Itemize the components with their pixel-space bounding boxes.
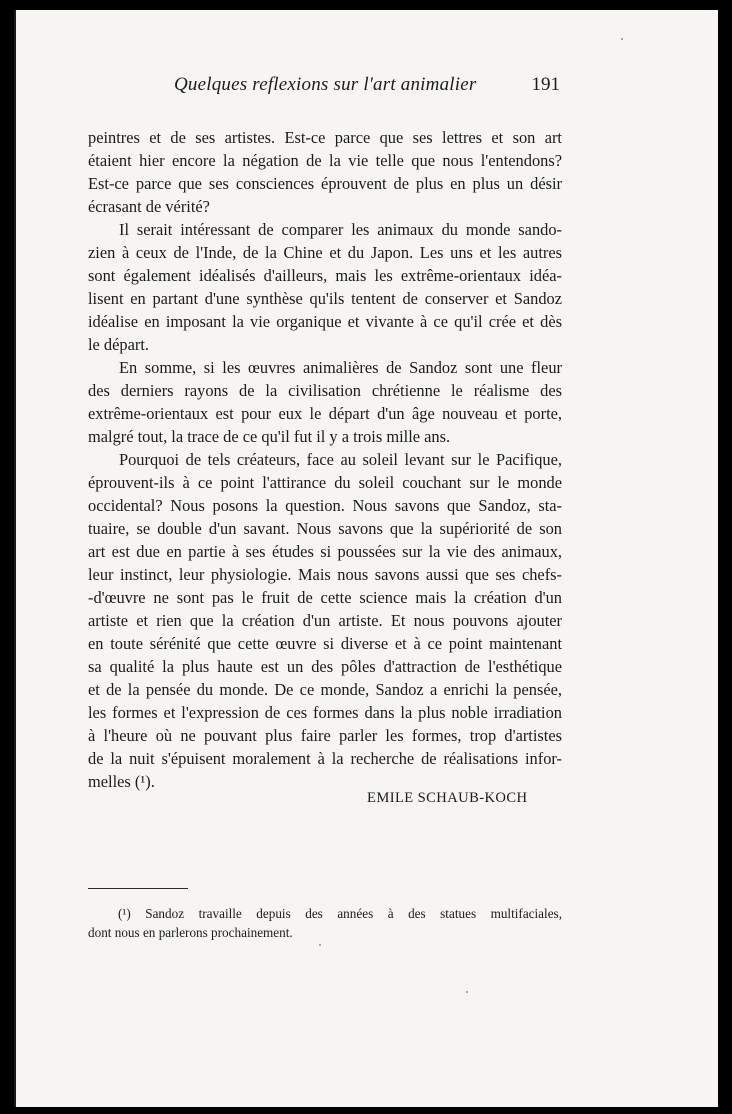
text-line: le départ. — [88, 335, 149, 354]
scan-speck — [466, 991, 468, 993]
text-line: occidental? Nous posons la question. Nous savons que Sandoz, sta- — [88, 496, 562, 515]
scan-border — [718, 0, 732, 1114]
scan-speck — [621, 38, 623, 40]
text-line: en toute sérénité que cette œuvre si diverse et à ce point maintenant — [88, 634, 562, 653]
text-line: malgré tout, la trace de ce qu'il fut il y a trois mille ans. — [88, 427, 451, 446]
text-line: sa qualité la plus haute est un des pôles d'attraction de l'esthétique — [88, 657, 562, 676]
text-line: écrasant de vérité? — [88, 197, 210, 216]
text-line: idéalise en imposant la vie organique et vivante à ce qu'il crée et dès — [88, 312, 562, 331]
text-line: art est due en partie à ses études si poussées sur la vie des animaux, — [88, 542, 562, 561]
text-line: éprouvent-ils à ce point l'attirance du soleil couchant sur le monde — [88, 473, 562, 492]
text-line: et de la pensée du monde. De ce monde, Sandoz a enrichi la pensée, — [88, 680, 562, 699]
text-line: Pourquoi de tels créateurs, face au soleil levant sur le Pacifique, — [119, 450, 562, 469]
text-line: tuaire, se double d'un savant. Nous savons que la supériorité de son — [88, 519, 562, 538]
text-line: melles (¹). — [88, 772, 155, 791]
text-line: extrême-orientaux est pour eux le départ d'un âge nouveau et porte, — [88, 404, 562, 423]
text-line: En somme, si les œuvres animalières de Sandoz sont une fleur — [119, 358, 562, 377]
text-line: zien à ceux de l'Inde, de la Chine et du Japon. Les uns et les autres — [88, 243, 562, 262]
text-line: artiste et rien que la création d'un artiste. Et nous pouvons ajouter — [88, 611, 562, 630]
page-number: 191 — [531, 74, 560, 95]
author-signature: EMILE SCHAUB-KOCH — [367, 790, 528, 806]
text-line: les formes et l'expression de ces formes dans la plus noble irradiation — [88, 703, 562, 722]
text-line: -d'œuvre ne sont pas le fruit de cette science mais la création d'un — [88, 588, 562, 607]
text-line: des derniers rayons de la civilisation chrétienne le réalisme des — [88, 381, 562, 400]
running-title: Quelques reflexions sur l'art animalier — [174, 74, 477, 95]
footnote-line: dont nous en parlerons prochainement. — [88, 925, 293, 940]
text-line: étaient hier encore la négation de la vie telle que nous l'entendons? — [88, 151, 562, 170]
body-text — [88, 126, 562, 793]
text-line: leur instinct, leur physiologie. Mais nous savons aussi que ses chefs- — [88, 565, 562, 584]
text-line: peintres et de ses artistes. Est-ce parce que ses lettres et son art — [88, 128, 562, 147]
text-line: Il serait intéressant de comparer les animaux du monde sando- — [119, 220, 562, 239]
text-line: de la nuit s'épuisent moralement à la recherche de réalisations infor- — [88, 749, 562, 768]
text-line: lisent en partant d'une synthèse qu'ils tentent de conserver et Sandoz — [88, 289, 562, 308]
scan-speck — [319, 944, 321, 946]
text-line: à l'heure où ne pouvant plus faire parler les formes, trop d'artistes — [88, 726, 562, 745]
text-line: Est-ce parce que ses consciences éprouvent de plus en plus un désir — [88, 174, 562, 193]
text-line: sont également idéalisés d'ailleurs, mais les extrême-orientaux idéa- — [88, 266, 562, 285]
footnote — [88, 904, 562, 942]
footnote-divider — [88, 888, 188, 889]
footnote-line: (¹) Sandoz travaille depuis des années à des statues multifaciales, — [118, 906, 562, 921]
running-head — [88, 74, 562, 100]
